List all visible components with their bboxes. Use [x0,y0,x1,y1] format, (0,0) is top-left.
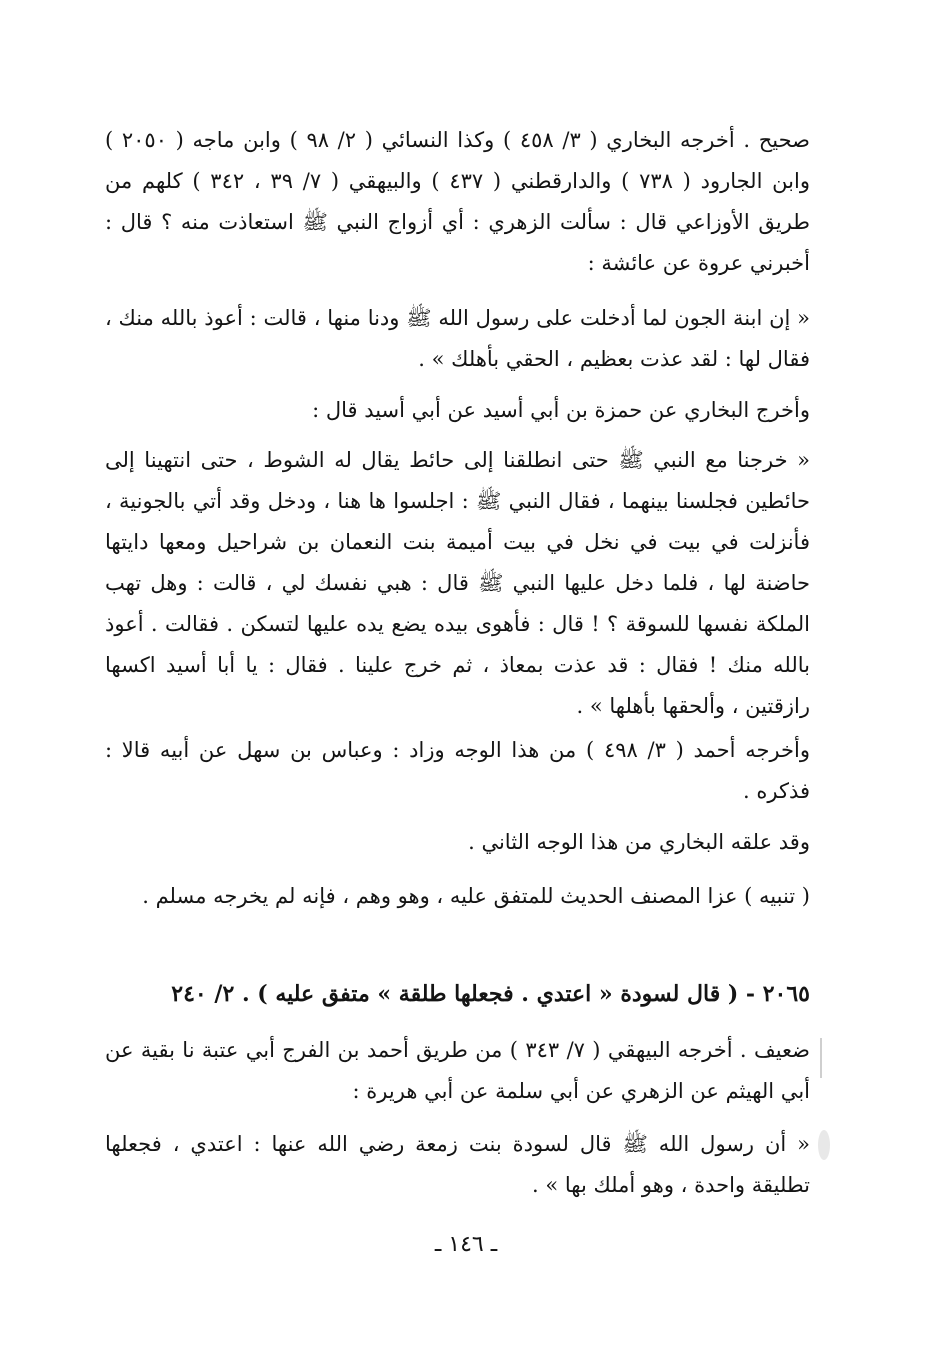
paragraph-quote-sawda: « أن رسول الله ﷺ قال لسودة بنت زمعة رضي الله عنها : اعتدي ، فجعلها تطليقة واحدة ، وهو أملك بها » . [105,1132,810,1197]
paragraph-ahmad: وأخرجه أحمد ( ٣/ ٤٩٨ ) من هذا الوجه وزاد : وعباس بن سهل عن أبيه قالا : فذكره . [105,738,810,803]
paper-speck [818,1130,830,1160]
paragraph-takhrij-daif: ضعيف . أخرجه البيهقي ( ٧/ ٣٤٣ ) من طريق أحمد بن الفرج أبي عتبة نا بقية عن أبي الهيثم عن الزهري عن أبي سلمة عن أبي هريرة : [105,1038,810,1103]
paragraph-quote-ibnat-al-jawn: « إن ابنة الجون لما أدخلت على رسول الله ﷺ ودنا منها ، قالت : أعوذ بالله منك ، فقال لها : لقد عذت بعظيم ، الحقي بأهلك » . [105,306,810,371]
paragraph-takhrij-sahih: صحيح . أخرجه البخاري ( ٣/ ٤٥٨ ) وكذا النسائي ( ٢/ ٩٨ ) وابن ماجه ( ٢٠٥٠ ) وابن الجارود ( ٧٣٨ ) والدارقطني ( ٤٣٧ ) والبيهقي ( ٧/ ٣٩ ، ٣٤٢ ) كلهم من طريق الأوزاعي قال : سألت الزهري : أي أزواج النبي ﷺ استعاذت منه ؟ قال : أخبرني عروة عن عائشة : [105,128,810,275]
paragraph-tanbih: ( تنبيه ) عزا المصنف الحديث للمتفق عليه ، وهو وهم ، فإنه لم يخرجه مسلم . [142,884,810,908]
paragraph-bukhari-hamza: وأخرج البخاري عن حمزة بن أبي أسيد عن أبي أسيد قال : [312,398,810,422]
hadith-heading-2065: ٢٠٦٥ - ( قال لسودة « اعتدي . فجعلها طلقة » متفق عليه ) . ٢/ ٢٤٠ [171,981,810,1007]
margin-mark [820,1038,822,1078]
paragraph-quote-al-jawniya: « خرجنا مع النبي ﷺ حتى انطلقنا إلى حائط يقال له الشوط ، حتى انتهينا إلى حائطين فجلسنا بينهما ، فقال النبي ﷺ : اجلسوا ها هنا ، ودخل وقد أتي بالجونية ، فأنزلت في بيت في نخل في بيت أميمة بنت النعمان بن شراحيل ومعها دايتها حاضنة لها ، فلما دخل عليها النبي ﷺ قال : هبي نفسك لي ، قالت : وهل تهب الملكة نفسها للسوقة ؟ ! قال : فأهوى بيده يضع يده عليها لتسكن . فقالت . أعوذ بالله منك ! فقال : قد عذت بمعاذ ، ثم خرج علينا . فقال : يا أبا أسيد اكسها رازقتين ، وألحقها بأهلها » . [105,448,810,718]
paragraph-bukhari-ta-liq: وقد علقه البخاري من هذا الوجه الثاني . [468,830,810,854]
page-number: ـ ١٤٦ ـ [434,1232,498,1257]
